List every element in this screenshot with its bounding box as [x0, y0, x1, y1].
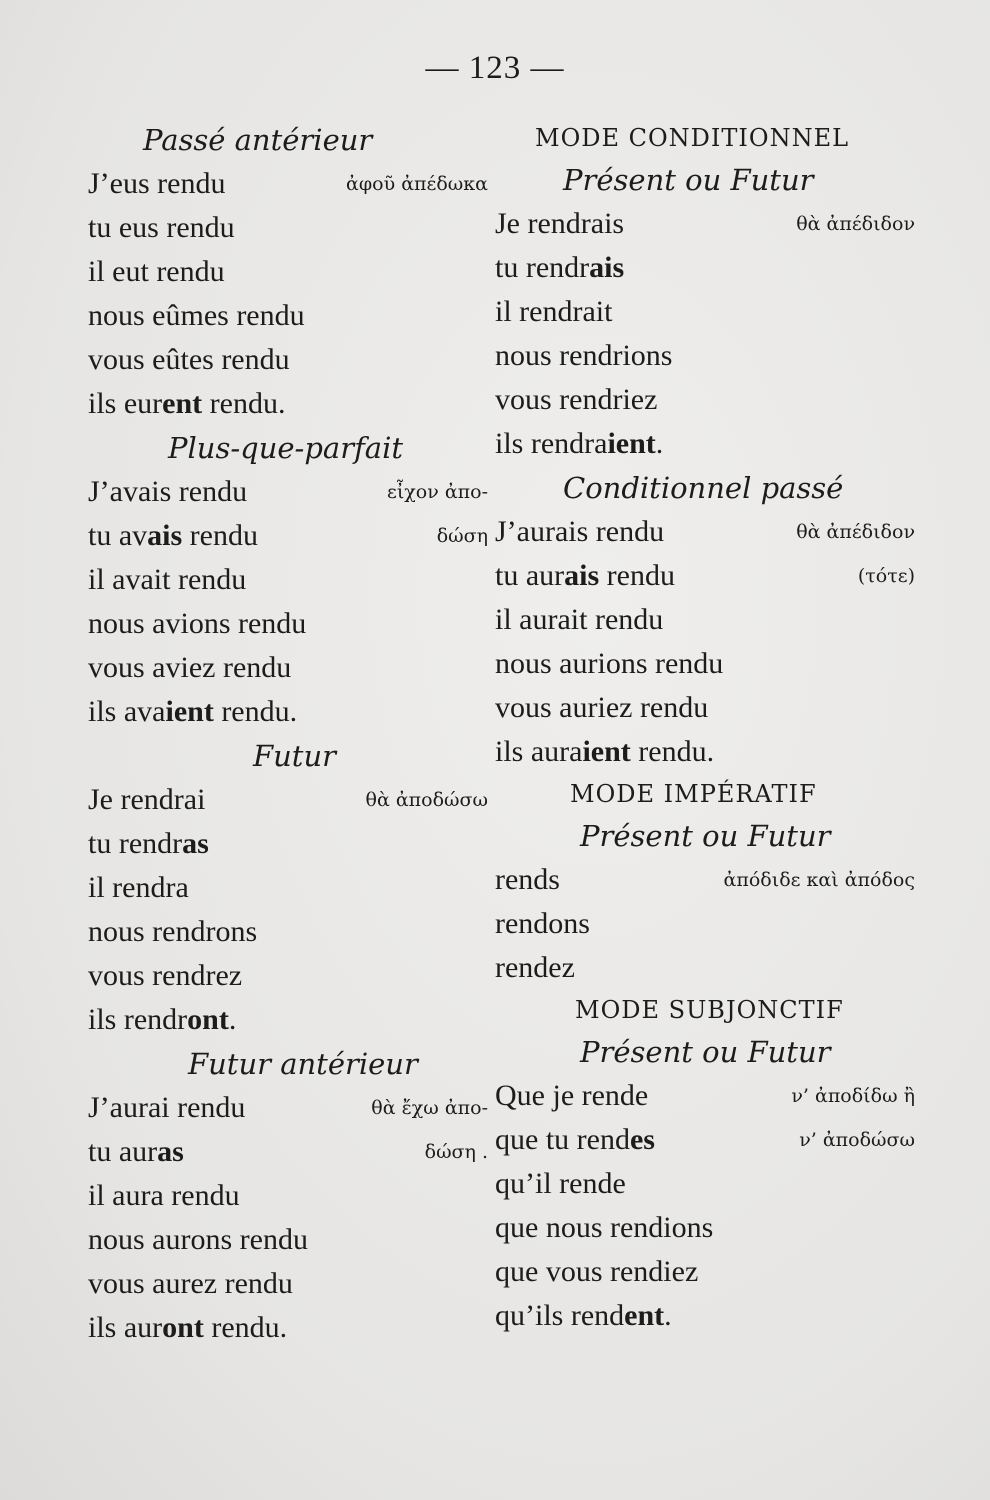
conjugation-lines	[495, 510, 935, 774]
verb-form: J’aurais rendu	[495, 515, 665, 548]
verb-form: que nous rendions	[495, 1211, 714, 1244]
conjugation-line	[88, 602, 488, 646]
conjugation-lines	[495, 202, 935, 466]
mode-heading: MODE SUBJONCTIF	[575, 996, 844, 1024]
conjugation-line	[88, 822, 488, 866]
conjugation-lines	[88, 470, 488, 734]
conjugation-line	[88, 1086, 488, 1130]
conjugation-line	[495, 378, 935, 422]
verb-form: qu’ils rend	[495, 1299, 625, 1332]
verb-form: ils rendr	[88, 1003, 188, 1036]
conjugation-line	[88, 954, 488, 998]
conjugation-line	[495, 642, 935, 686]
conjugation-line	[88, 294, 488, 338]
conjugation-line	[88, 1130, 488, 1174]
conjugation-line	[495, 510, 935, 554]
verb-form: tu rendr	[88, 827, 183, 860]
conjugation-line	[88, 998, 488, 1042]
verb-form: que vous rendiez	[495, 1255, 699, 1288]
verb-form: il rendrait	[495, 295, 613, 328]
verb-form: nous aurions rendu	[495, 647, 724, 680]
section-heading: Présent ou Futur	[580, 1035, 831, 1069]
conjugation-line	[495, 554, 935, 598]
conjugation-line	[88, 690, 488, 734]
verb-suffix: rendu	[599, 559, 675, 592]
section-heading: Futur antérieur	[188, 1047, 418, 1081]
section-imperatif	[495, 774, 935, 990]
conjugation-line	[88, 206, 488, 250]
verb-suffix: rendu.	[202, 387, 286, 420]
conjugation-line	[88, 910, 488, 954]
conjugation-line	[88, 646, 488, 690]
verb-form: Je rendrai	[88, 783, 206, 816]
verb-form: il eut rendu	[88, 255, 225, 288]
conjugation-line	[495, 730, 935, 774]
verb-form: il avait rendu	[88, 563, 247, 596]
verb-form: nous avions rendu	[88, 607, 307, 640]
verb-suffix: rendu.	[203, 1311, 288, 1344]
greek-translation: δώση .	[424, 1141, 488, 1163]
section-conditionnel-passe	[495, 466, 935, 774]
conjugation-line	[495, 686, 935, 730]
verb-ending: ient	[165, 695, 214, 728]
conjugation-line	[495, 858, 935, 902]
greek-translation: ν’ ἀποδώσω	[799, 1129, 915, 1151]
conjugation-line	[495, 1250, 935, 1294]
conjugation-line	[495, 1074, 935, 1118]
verb-ending: as	[182, 827, 209, 860]
verb-form: il rendra	[88, 871, 189, 904]
conjugation-line	[88, 382, 488, 426]
verb-form: vous eûtes rendu	[88, 343, 290, 376]
right-column	[495, 118, 935, 1338]
verb-ending: ent	[162, 387, 203, 420]
conjugation-line	[88, 338, 488, 382]
verb-form: il aura rendu	[88, 1179, 240, 1212]
conjugation-line	[88, 250, 488, 294]
verb-form: J’aurai rendu	[88, 1091, 246, 1124]
left-column	[88, 118, 488, 1350]
conjugation-line	[88, 162, 488, 206]
verb-form: J’eus rendu	[88, 167, 226, 200]
section-heading: Passé antérieur	[143, 123, 373, 157]
verb-form: ils ava	[88, 695, 166, 728]
verb-ending: ient	[607, 427, 656, 460]
verb-ending: ont	[162, 1311, 204, 1344]
verb-suffix: .	[228, 1003, 237, 1036]
conjugation-lines	[495, 1074, 935, 1338]
section-heading: Présent ou Futur	[580, 819, 831, 853]
conjugation-line	[495, 422, 935, 466]
conjugation-line	[88, 558, 488, 602]
conjugation-line	[88, 778, 488, 822]
conjugation-line	[88, 1218, 488, 1262]
conjugation-line	[495, 1206, 935, 1250]
greek-translation: ν’ ἀποδίδω ἢ	[791, 1085, 915, 1107]
conjugation-lines	[88, 162, 488, 426]
verb-form: vous auriez rendu	[495, 691, 709, 724]
verb-ending: ais	[589, 251, 625, 284]
section-futur	[88, 734, 488, 1042]
conjugation-line	[88, 1262, 488, 1306]
verb-ending: ent	[624, 1299, 665, 1332]
mode-heading: MODE CONDITIONNEL	[535, 124, 850, 152]
greek-translation: θὰ ἀπέδιδον	[796, 213, 915, 235]
verb-suffix: rendu	[182, 519, 258, 552]
conjugation-lines	[88, 1086, 488, 1350]
conjugation-line	[495, 1162, 935, 1206]
greek-translation: εἶχον ἀπο-	[386, 481, 488, 503]
section-futur-anterieur	[88, 1042, 488, 1350]
verb-ending: ais	[564, 559, 600, 592]
verb-form: rends	[495, 863, 560, 896]
verb-form: nous rendrons	[88, 915, 258, 948]
conjugation-lines	[88, 778, 488, 1042]
section-heading: Présent ou Futur	[563, 163, 814, 197]
verb-form: rendez	[495, 951, 575, 984]
page-number: — 123 —	[425, 50, 565, 86]
verb-form: ils rendra	[495, 427, 608, 460]
verb-form: tu eus rendu	[88, 211, 235, 244]
section-conditionnel	[495, 118, 935, 466]
verb-suffix: rendu.	[630, 735, 715, 768]
greek-translation: θὰ ἀποδώσω	[365, 789, 488, 811]
verb-form: vous aurez rendu	[88, 1267, 293, 1300]
greek-translation: ἀφοῦ ἀπέδωκα	[346, 173, 488, 195]
section-plus-que-parfait	[88, 426, 488, 734]
verb-ending: ais	[147, 519, 183, 552]
verb-ending: ont	[187, 1003, 229, 1036]
section-subjonctif	[495, 990, 935, 1338]
section-heading: Plus-que-parfait	[168, 431, 404, 465]
verb-form: tu aur	[495, 559, 565, 592]
greek-translation: δώση	[436, 525, 488, 547]
verb-form: vous aviez rendu	[88, 651, 292, 684]
conjugation-line	[88, 470, 488, 514]
greek-translation: (τότε)	[857, 565, 915, 587]
greek-translation: θὰ ἀπέδιδον	[796, 521, 915, 543]
verb-form: nous eûmes rendu	[88, 299, 305, 332]
verb-form: ils aura	[495, 735, 583, 768]
verb-form: nous aurons rendu	[88, 1223, 308, 1256]
conjugation-line	[495, 598, 935, 642]
verb-form: qu’il rende	[495, 1167, 626, 1200]
section-heading: Conditionnel passé	[563, 471, 844, 505]
conjugation-line	[495, 246, 935, 290]
verb-form: Que je rende	[495, 1079, 649, 1112]
verb-ending: as	[157, 1135, 184, 1168]
conjugation-line	[495, 290, 935, 334]
conjugation-line	[495, 1294, 935, 1338]
verb-form: ils eur	[88, 387, 163, 420]
verb-suffix: rendu.	[213, 695, 298, 728]
section-heading: Futur	[253, 739, 336, 773]
conjugation-line	[88, 514, 488, 558]
verb-form: vous rendriez	[495, 383, 658, 416]
verb-form: nous rendrions	[495, 339, 673, 372]
conjugation-line	[88, 1174, 488, 1218]
greek-translation: θὰ ἔχω ἀπο-	[371, 1097, 488, 1119]
verb-suffix: .	[664, 1299, 672, 1332]
verb-form: que tu rend	[495, 1123, 630, 1156]
verb-form: vous rendrez	[88, 959, 243, 992]
verb-ending: ient	[582, 735, 631, 768]
conjugation-line	[88, 866, 488, 910]
verb-form: J’avais rendu	[88, 475, 248, 508]
conjugation-line	[495, 334, 935, 378]
section-passe-anterieur	[88, 118, 488, 426]
verb-form: rendons	[495, 907, 590, 940]
conjugation-line	[88, 1306, 488, 1350]
conjugation-line	[495, 1118, 935, 1162]
verb-suffix: .	[655, 427, 664, 460]
conjugation-line	[495, 946, 935, 990]
mode-heading: MODE IMPÉRATIF	[570, 780, 817, 808]
verb-form: tu aur	[88, 1135, 158, 1168]
conjugation-lines	[495, 858, 935, 990]
verb-form: Je rendrais	[495, 207, 625, 240]
verb-ending: es	[629, 1123, 655, 1156]
conjugation-line	[495, 202, 935, 246]
verb-form: tu rendr	[495, 251, 590, 284]
verb-form: tu av	[88, 519, 148, 552]
conjugation-line	[495, 902, 935, 946]
verb-form: il aurait rendu	[495, 603, 664, 636]
verb-form: ils aur	[88, 1311, 163, 1344]
greek-translation: ἀπόδιδε καὶ ἀπόδος	[723, 869, 915, 891]
